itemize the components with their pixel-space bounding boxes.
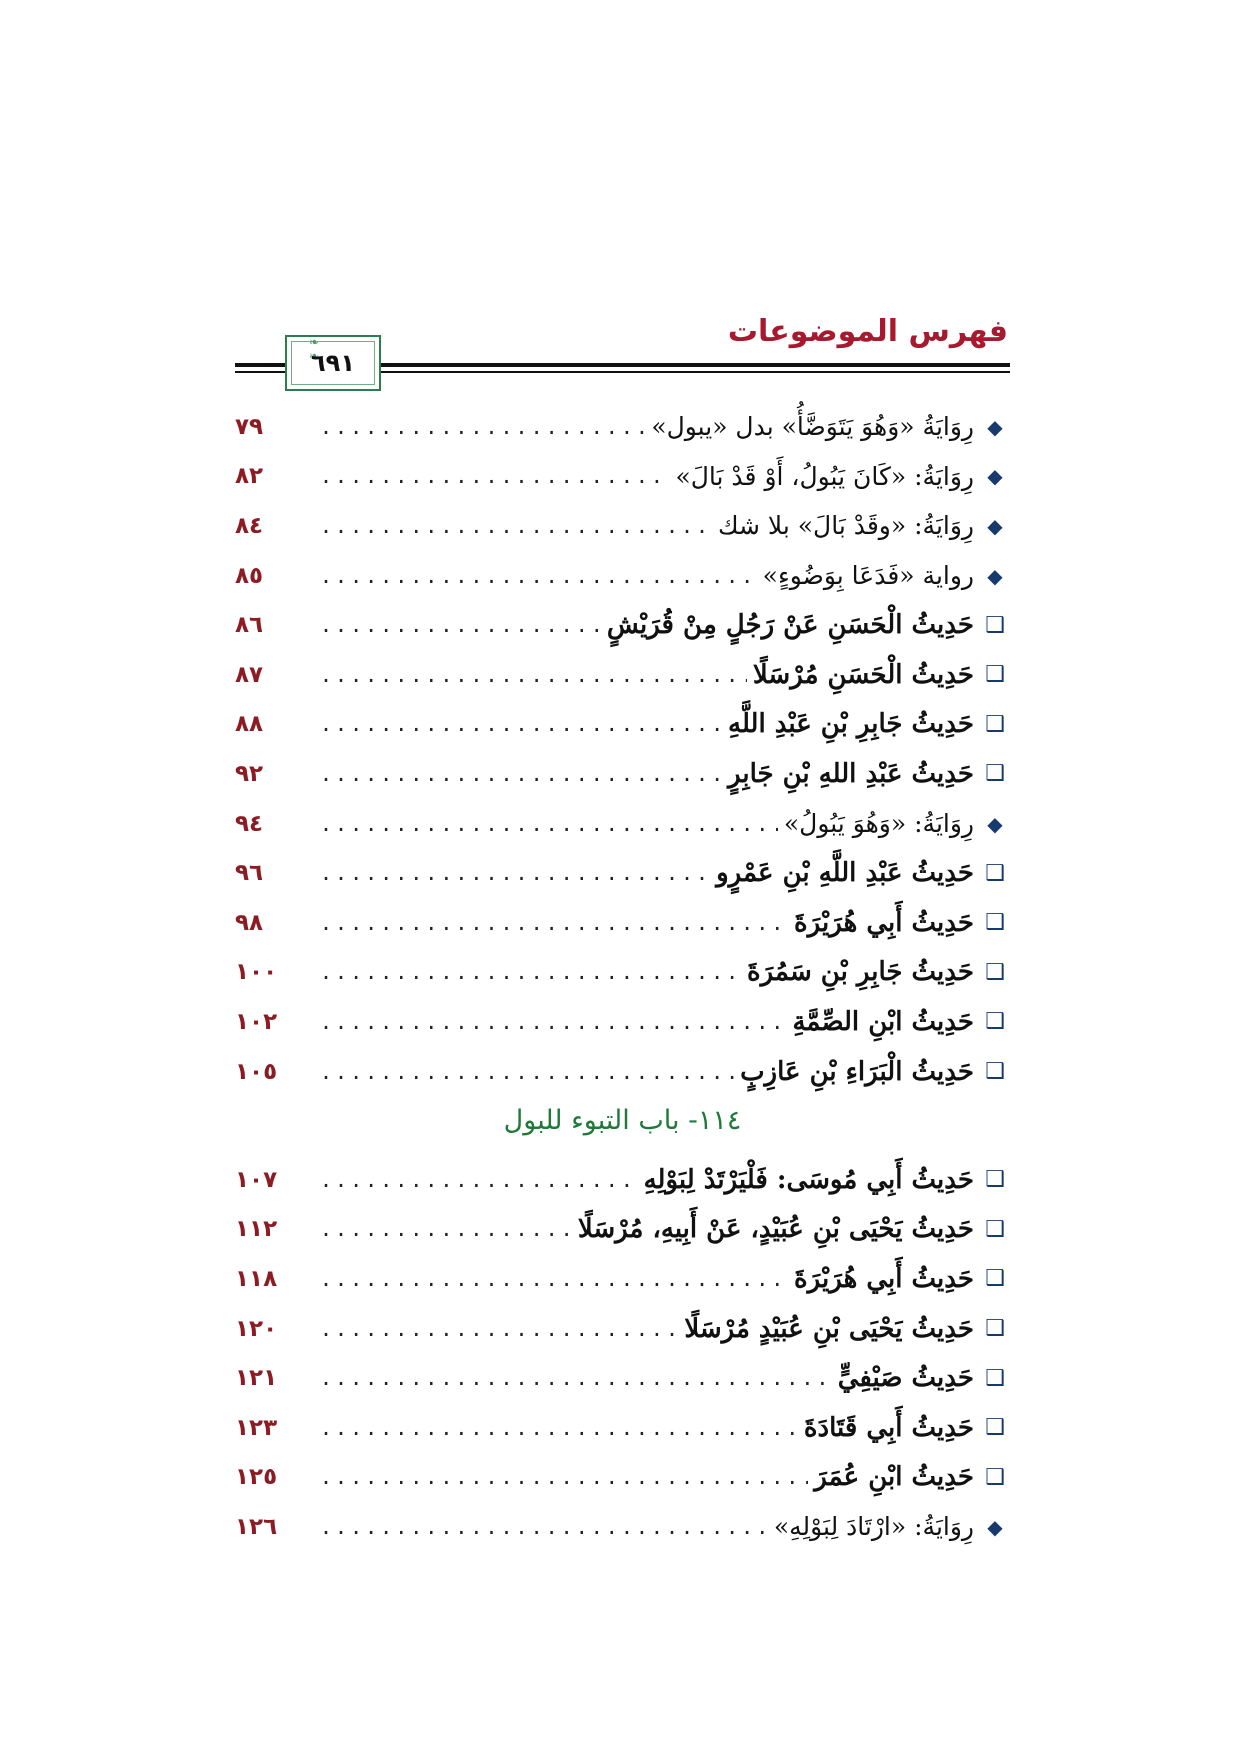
toc-entry-text: حَدِيثُ أَبِي قَتَادَةَ (803, 1412, 974, 1443)
checkbox-icon: ❑ (985, 1316, 1005, 1342)
leader-dots (320, 812, 778, 836)
toc-entry-text: رواية «فَدَعَا بِوَضُوءٍ» (762, 561, 974, 591)
toc-entry-text: حَدِيثُ يَحْيَى بْنِ عُبَيْدٍ مُرْسَلًا (684, 1313, 974, 1344)
toc-row[interactable] (235, 898, 1010, 948)
leader-dots (320, 1168, 638, 1192)
toc-page-number: ٨٧ (235, 661, 264, 688)
toc-entry-text: حَدِيثُ الْحَسَنِ مُرْسَلًا (752, 659, 974, 690)
toc-entry-text: رِوَايَةُ: «وَهُوَ يَبُولُ» (783, 809, 974, 839)
toc-entry-text: حَدِيثُ أَبِي مُوسَى: فَلْيَرْتَدْ لِبَوْلِهِ (643, 1164, 974, 1195)
toc-page-number: ٩٦ (235, 860, 264, 887)
toc-entry-text: حَدِيثُ أَبِي هُرَيْرَةَ (794, 1263, 974, 1294)
toc-list-part2 (235, 1155, 1010, 1552)
toc-list-part1 (235, 402, 1010, 1096)
toc-row[interactable] (235, 1403, 1010, 1453)
toc-row[interactable] (235, 1205, 1010, 1255)
toc-row[interactable] (235, 749, 1010, 799)
toc-row[interactable] (235, 452, 1010, 502)
toc-page-number: ٨٢ (235, 463, 264, 490)
toc-entry-text: حَدِيثُ أَبِي هُرَيْرَةَ (794, 907, 974, 938)
toc-row[interactable] (235, 1254, 1010, 1304)
toc-page-number: ١٢٦ (235, 1513, 278, 1540)
toc-page-number: ٨٨ (235, 711, 264, 738)
checkbox-icon: ❑ (985, 860, 1005, 886)
leader-dots (320, 1267, 788, 1291)
diamond-bullet-icon: ◆ (987, 811, 1003, 836)
toc-entry-text: حَدِيثُ الْحَسَنِ عَنْ رَجُلٍ مِنْ قُرَيْشٍ (606, 610, 974, 641)
toc-row[interactable] (235, 1155, 1010, 1205)
leader-dots (320, 1217, 572, 1241)
toc-entry-text: رِوَايَةُ: «ارْتَادَ لِبَوْلِهِ» (773, 1512, 974, 1542)
leader-dots (320, 1465, 808, 1489)
toc-page-number: ١٠٠ (235, 959, 278, 986)
toc-row[interactable] (235, 1304, 1010, 1354)
toc-entry-text: حَدِيثُ عَبْدِ اللَّهِ بْنِ عَمْرٍو (716, 858, 974, 889)
toc-entry-text: حَدِيثُ جَابِرِ بْنِ سَمُرَةَ (746, 957, 974, 988)
toc-entry-text: حَدِيثُ جَابِرِ بْنِ عَبْدِ اللَّهِ (728, 709, 974, 740)
page-number: ٦٩١ (311, 349, 355, 377)
leader-dots (320, 464, 669, 488)
checkbox-icon: ❑ (985, 1216, 1005, 1242)
checkbox-icon: ❑ (985, 959, 1005, 985)
toc-page-number: ٧٩ (235, 413, 264, 440)
checkbox-icon: ❑ (985, 662, 1005, 688)
leader-dots (320, 1060, 734, 1084)
checkbox-icon: ❑ (985, 1415, 1005, 1441)
toc-page-number: ١٢١ (235, 1365, 278, 1392)
toc-row[interactable] (235, 1353, 1010, 1403)
leader-dots (320, 1317, 678, 1341)
toc-entry-text: رِوَايَةُ «وَهُوَ يَتَوَضَّأُ» بدل «يبول» (651, 412, 974, 442)
leader-dots (320, 762, 722, 786)
leader-dots (320, 1366, 832, 1390)
leader-dots (320, 663, 747, 687)
toc-row[interactable] (235, 799, 1010, 849)
toc-page-number: ١٢٣ (235, 1414, 278, 1441)
leader-dots (320, 911, 788, 935)
toc-page-number: ١٢٥ (235, 1464, 278, 1491)
toc-page-number: ١١٢ (235, 1216, 278, 1243)
leader-dots (320, 514, 712, 538)
toc-entry-text: حَدِيثُ عَبْدِ اللهِ بْنِ جَابِرٍ (728, 758, 974, 789)
page-header (235, 310, 1010, 390)
toc-page-number: ٨٥ (235, 562, 264, 589)
diamond-bullet-icon: ◆ (987, 414, 1003, 439)
toc-page-number: ١٠٥ (235, 1058, 278, 1085)
leader-dots (320, 564, 757, 588)
section-heading: ١١٤- باب التبوء للبول (503, 1105, 742, 1136)
toc-row[interactable] (235, 1047, 1010, 1097)
toc-row[interactable] (235, 848, 1010, 898)
diamond-bullet-icon: ◆ (987, 563, 1003, 588)
toc-row[interactable] (235, 551, 1010, 601)
toc-entry-text: حَدِيثُ الْبَرَاءِ بْنِ عَازِبٍ (740, 1056, 974, 1087)
toc-page-number: ١٢٠ (235, 1315, 278, 1342)
toc-page-number: ١٠٧ (235, 1166, 278, 1193)
leader-dots (320, 1416, 798, 1440)
toc-row[interactable] (235, 1502, 1010, 1552)
toc-row[interactable] (235, 997, 1010, 1047)
toc-page-number: ١١٨ (235, 1265, 278, 1292)
toc-entry-text: رِوَايَةُ: «كَانَ يَبُولُ، أَوْ قَدْ بَالَ» (675, 461, 974, 491)
diamond-bullet-icon: ◆ (987, 513, 1003, 538)
leader-dots (320, 712, 722, 736)
checkbox-icon: ❑ (985, 612, 1005, 638)
checkbox-icon: ❑ (985, 1059, 1005, 1085)
toc-row[interactable] (235, 650, 1010, 700)
toc-row[interactable] (235, 1453, 1010, 1503)
toc-page-number: ٨٤ (235, 512, 264, 539)
checkbox-icon: ❑ (985, 1167, 1005, 1193)
toc-entry-text: حَدِيثُ ابْنِ عُمَرَ (814, 1462, 974, 1493)
toc-page-number: ٩٤ (235, 810, 264, 837)
toc-entry-text: حَدِيثُ ابْنِ الصِّمَّةِ (792, 1006, 974, 1037)
checkbox-icon: ❑ (985, 910, 1005, 936)
toc-page-number: ٩٢ (235, 760, 264, 787)
toc-page-number: ٨٦ (235, 612, 264, 639)
toc-row[interactable] (235, 402, 1010, 452)
toc-entry-text: حَدِيثُ يَحْيَى بْنِ عُبَيْدٍ، عَنْ أَبِيهِ، مُرْسَلًا (577, 1214, 974, 1245)
toc-row[interactable] (235, 948, 1010, 998)
leader-dots (320, 861, 710, 885)
page-title: فهرس الموضوعات (727, 314, 1008, 349)
checkbox-icon: ❑ (985, 761, 1005, 787)
leader-dots (320, 960, 741, 984)
leader-dots (320, 1010, 786, 1034)
leader-dots (320, 415, 645, 439)
checkbox-icon: ❑ (985, 711, 1005, 737)
leader-dots (320, 613, 601, 637)
checkbox-icon: ❑ (985, 1464, 1005, 1490)
toc-page-number: ١٠٢ (235, 1008, 278, 1035)
toc-page-number: ٩٨ (235, 909, 264, 936)
checkbox-icon: ❑ (985, 1365, 1005, 1391)
toc-row[interactable] (235, 600, 1010, 650)
toc-row[interactable] (235, 700, 1010, 750)
leader-dots (320, 1515, 768, 1539)
toc-entry-text: رِوَايَةُ: «وقَدْ بَالَ» بلا شك (717, 511, 974, 541)
toc-row[interactable] (235, 501, 1010, 551)
toc-entry-text: حَدِيثُ صَيْفِيٍّ (837, 1363, 974, 1394)
page-number-frame (285, 335, 381, 391)
diamond-bullet-icon: ◆ (987, 1514, 1003, 1539)
checkbox-icon: ❑ (985, 1266, 1005, 1292)
diamond-bullet-icon: ◆ (987, 464, 1003, 489)
checkbox-icon: ❑ (985, 1009, 1005, 1035)
